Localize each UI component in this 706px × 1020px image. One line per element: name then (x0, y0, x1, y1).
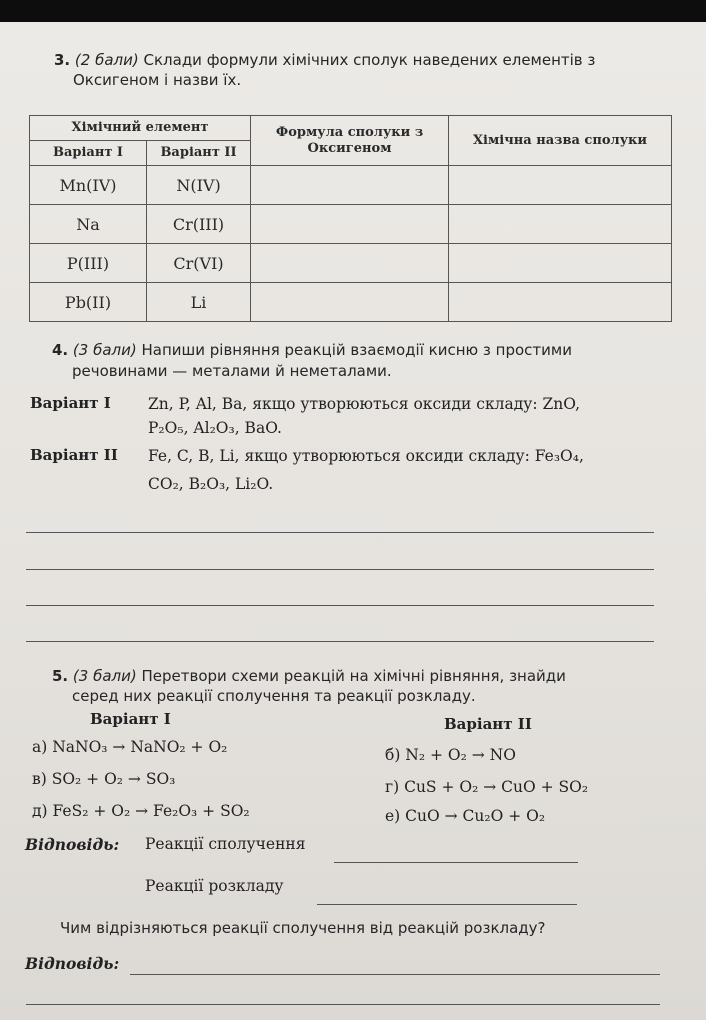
task5-text-line1: Перетвори схеми реакцій на хімічні рівняння, знайди (141, 667, 566, 685)
equation-g: г) CuS + O₂ → CuO + SO₂ (385, 778, 589, 796)
equation-b: б) N₂ + O₂ → NO (385, 746, 516, 764)
task5-number: 5. (52, 667, 69, 685)
table-row (30, 283, 672, 322)
cell-formula[interactable] (251, 283, 449, 322)
equation-e: е) CuO → Cu₂O + O₂ (385, 807, 546, 825)
combination-reactions-label: Реакції сполучення (145, 835, 306, 853)
task4-text-line2: речовинами — металами й неметалами. (72, 362, 392, 380)
task4-variant1-line1: Zn, P, Al, Ba, якщо утворюються оксиди складу: ZnO, (148, 395, 581, 413)
equation-v: в) SO₂ + O₂ → SO₃ (32, 770, 176, 788)
task3-text-line2: Оксигеном і назви їх. (73, 71, 242, 89)
combination-answer-line[interactable] (334, 862, 578, 863)
cell-formula[interactable] (251, 244, 449, 283)
cell-variant-2: Cr(VI) (147, 244, 251, 283)
task5-answer-label-2: Відповідь: (25, 954, 120, 973)
task4-variant2-label: Варіант II (30, 446, 118, 464)
cell-name[interactable] (449, 244, 672, 283)
header-variant-2: Варіант II (147, 141, 251, 166)
equation-d: д) FeS₂ + O₂ → Fe₂O₃ + SO₂ (32, 802, 250, 820)
cell-variant-1: Mn(IV) (30, 166, 147, 205)
cell-formula[interactable] (251, 166, 449, 205)
task3-text-line1: Склади формули хімічних сполук наведених елементів з (143, 51, 596, 69)
task4-points: (3 бали) (72, 341, 137, 359)
decomposition-reactions-label: Реакції розкладу (145, 877, 284, 895)
cell-name[interactable] (449, 205, 672, 244)
table-row (30, 166, 672, 205)
answer-line[interactable] (130, 974, 660, 975)
task5-question: Чим відрізняються реакції сполучення від реакцій розкладу? (60, 919, 546, 937)
decomposition-answer-line[interactable] (317, 904, 577, 905)
cell-variant-2: Cr(III) (147, 205, 251, 244)
task5-text-line2: серед них реакції сполучення та реакції розкладу. (72, 687, 476, 705)
cell-variant-1: Pb(II) (30, 283, 147, 322)
table-row (30, 244, 672, 283)
task4-text-line1: Напиши рівняння реакцій взаємодії кисню з простими (141, 341, 572, 359)
cell-variant-1: P(III) (30, 244, 147, 283)
answer-line[interactable] (26, 532, 654, 533)
task5-variant1-label: Варіант I (90, 710, 171, 728)
task5-points: (3 бали) (72, 667, 137, 685)
task5-answer-label: Відповідь: (25, 835, 120, 854)
task4-variant1-label: Варіант I (30, 394, 111, 412)
answer-line[interactable] (26, 641, 654, 642)
worksheet-page (0, 22, 706, 1020)
task5-heading (52, 666, 566, 686)
elements-table (29, 115, 672, 322)
task3-points: (2 бали) (74, 51, 139, 69)
header-chemical-name: Хімічна назва сполуки (449, 116, 672, 166)
cell-variant-1: Na (30, 205, 147, 244)
task4-variant2-line1: Fe, C, B, Li, якщо утворюються оксиди складу: Fe₃O₄, (148, 447, 584, 465)
cell-variant-2: Li (147, 283, 251, 322)
table-row (30, 205, 672, 244)
cell-name[interactable] (449, 283, 672, 322)
header-formula: Формула сполуки з Оксигеном (251, 116, 449, 166)
task5-variant2-label: Варіант II (444, 715, 532, 733)
answer-line[interactable] (26, 1004, 660, 1005)
task4-number: 4. (52, 341, 69, 359)
task3-heading (54, 50, 595, 70)
answer-line[interactable] (26, 569, 654, 570)
task4-variant2-line2: CO₂, B₂O₃, Li₂O. (148, 475, 274, 493)
equation-a: а) NaNO₃ → NaNO₂ + O₂ (32, 738, 228, 756)
cell-formula[interactable] (251, 205, 449, 244)
answer-line[interactable] (26, 605, 654, 606)
header-chemical-element: Хімічний елемент (30, 116, 251, 141)
header-variant-1: Варіант I (30, 141, 147, 166)
task4-heading (52, 340, 572, 360)
task4-variant1-line2: P₂O₅, Al₂O₃, BaO. (148, 419, 282, 437)
cell-variant-2: N(IV) (147, 166, 251, 205)
cell-name[interactable] (449, 166, 672, 205)
task3-number: 3. (54, 51, 71, 69)
